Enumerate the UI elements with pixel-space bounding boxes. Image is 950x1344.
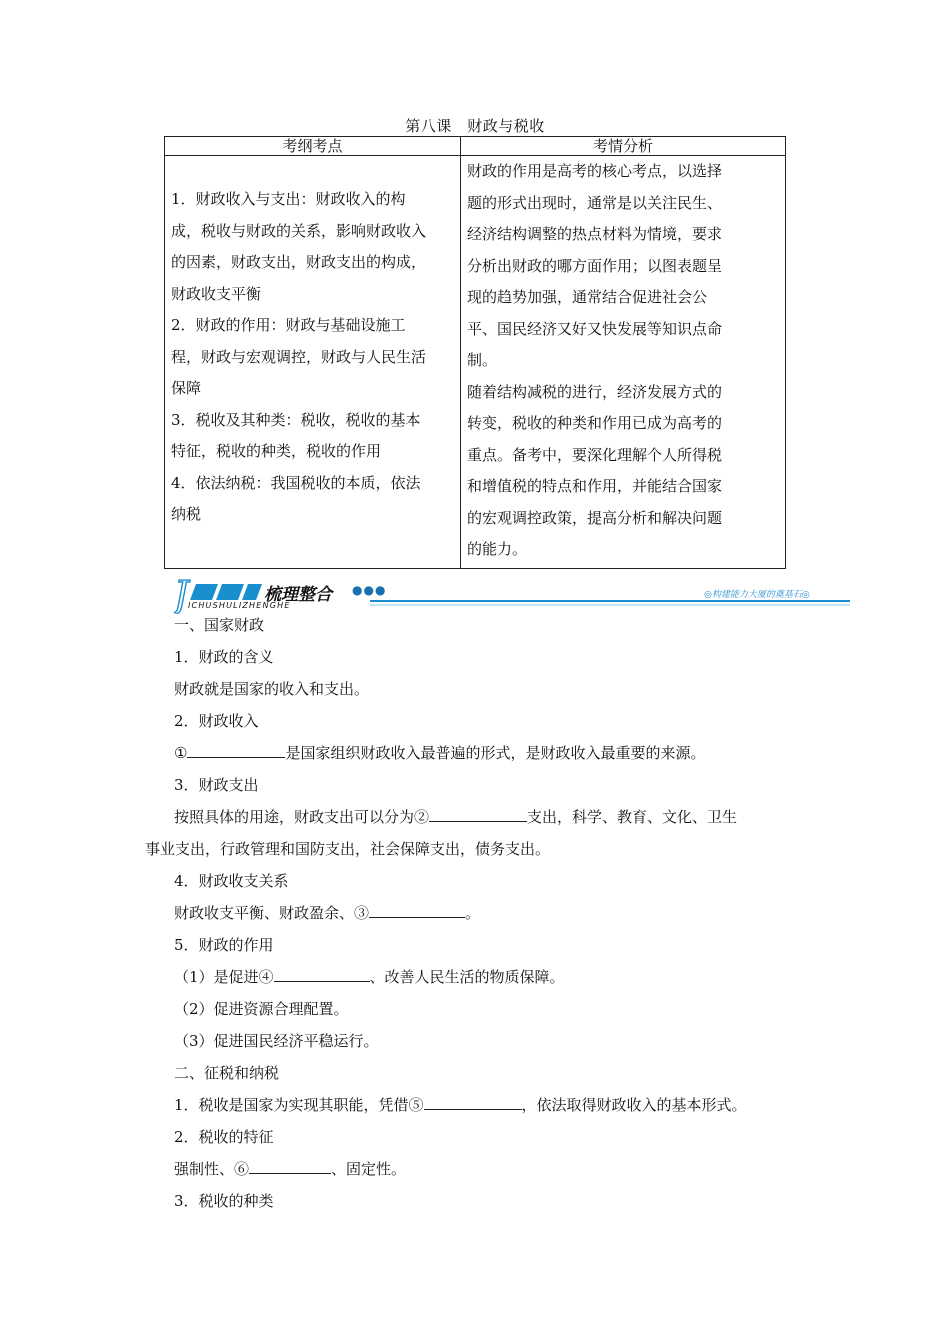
exam-point-line: 保障 <box>171 379 202 397</box>
analysis-line: 经济结构调整的热点材料为情境，要求 <box>467 225 723 243</box>
fill-blank-line <box>174 1158 406 1179</box>
fill-blank-line <box>174 966 565 987</box>
answer-blank-2[interactable] <box>429 806 527 822</box>
exam-point-line: 纳税 <box>171 505 202 523</box>
banner-block-1 <box>190 584 218 600</box>
line-text: 1．税收是国家为实现其职能，凭借⑤ <box>174 1096 424 1114</box>
analysis-line: 转变，税收的种类和作用已成为高考的 <box>467 414 723 432</box>
line-text: 支出，科学、教育、文化、卫生 <box>527 808 738 826</box>
section-heading: 二、征税和纳税 <box>174 1064 280 1082</box>
exam-point-line: 程，财政与宏观调控，财政与人民生活 <box>171 347 427 366</box>
analysis-line: 分析出财政的哪方面作用；以图表题呈 <box>467 256 723 275</box>
exam-point-line: 的因素，财政支出，财政支出的构成， <box>171 253 427 271</box>
section-heading: 一、国家财政 <box>174 616 265 634</box>
answer-blank-1[interactable] <box>187 742 285 758</box>
blank-marker: ① <box>174 744 188 762</box>
exam-point-line: 特征，税收的种类，税收的作用 <box>171 442 382 460</box>
line-text: 是国家组织财政收入最普遍的形式，是财政收入最重要的来源。 <box>285 744 706 762</box>
fill-blank-line <box>174 902 480 923</box>
line-text: 。 <box>465 904 481 922</box>
line-text: 强制性、⑥ <box>174 1160 250 1178</box>
fill-blank-line <box>174 742 705 763</box>
paragraph: 事业支出，行政管理和国防支出，社会保障支出，债务支出。 <box>145 840 551 858</box>
subheading: 2．税收的特征 <box>174 1128 274 1146</box>
banner-tagline: ◎构建能力大厦的奠基石◎ <box>704 590 810 600</box>
exam-point-line: 4．依法纳税：我国税收的本质，依法 <box>171 473 421 492</box>
exam-points-cell <box>165 156 461 569</box>
header-exam-analysis: 考情分析 <box>461 137 786 156</box>
banner-title: 梳理整合 <box>264 585 332 605</box>
banner-dots: ●●● <box>352 583 387 597</box>
banner-letter-j: J <box>174 575 189 614</box>
banner-block-3 <box>242 584 262 600</box>
line-text: 按照具体的用途，财政支出可以分为② <box>174 808 430 826</box>
list-item: （2）促进资源合理配置。 <box>174 1000 349 1018</box>
subheading: 1．财政的含义 <box>174 648 274 666</box>
answer-blank-4[interactable] <box>274 966 370 982</box>
banner-pinyin: ICHUSHULIZHENGHE <box>188 601 291 610</box>
section-banner <box>174 574 850 614</box>
answer-blank-5[interactable] <box>424 1094 522 1110</box>
analysis-line: 的宏观调控政策，提高分析和解决问题 <box>467 508 723 527</box>
analysis-line: 重点。备考中，要深化理解个人所得税 <box>467 445 723 464</box>
analysis-line: 随着结构减税的进行，经济发展方式的 <box>467 382 723 401</box>
subheading: 4．财政收支关系 <box>174 872 289 890</box>
subheading: 5．财政的作用 <box>174 936 274 954</box>
line-text: （1）是促进④ <box>174 968 274 986</box>
fill-blank-line <box>174 806 737 827</box>
analysis-line: 和增值税的特点和作用，并能结合国家 <box>467 477 723 495</box>
banner-block-2 <box>216 584 244 600</box>
answer-blank-3[interactable] <box>369 902 465 918</box>
header-exam-points: 考纲考点 <box>165 137 461 156</box>
fill-blank-line <box>174 1094 747 1115</box>
answer-blank-6[interactable] <box>249 1158 331 1174</box>
analysis-line: 现的趋势加强，通常结合促进社会公 <box>467 288 708 306</box>
exam-point-line: 2．财政的作用：财政与基础设施工 <box>171 316 406 334</box>
line-text: 、改善人民生活的物质保障。 <box>369 968 565 986</box>
exam-point-line: 成，税收与财政的关系，影响财政收入 <box>171 221 427 240</box>
paragraph: 财政就是国家的收入和支出。 <box>174 680 370 698</box>
line-text: 、固定性。 <box>331 1160 407 1178</box>
subheading: 3．财政支出 <box>174 776 259 794</box>
list-item: （3）促进国民经济平稳运行。 <box>174 1032 379 1050</box>
analysis-line: 财政的作用是高考的核心考点，以选择 <box>467 162 723 180</box>
exam-point-line: 3．税收及其种类：税收，税收的基本 <box>171 410 421 429</box>
analysis-line: 的能力。 <box>467 540 528 558</box>
page-title: 第八课 财政与税收 <box>405 117 545 135</box>
exam-analysis-cell <box>461 156 786 569</box>
exam-point-line: 财政收支平衡 <box>171 284 262 303</box>
analysis-line: 题的形式出现时，通常是以关注民生、 <box>467 193 723 212</box>
line-text: 财政收支平衡、财政盈余、③ <box>174 904 370 922</box>
analysis-line: 平、国民经济又好又快发展等知识点命 <box>467 319 723 338</box>
subheading: 3．税收的种类 <box>174 1192 274 1210</box>
analysis-line: 制。 <box>467 351 498 369</box>
exam-outline-table <box>164 136 786 569</box>
line-text: ，依法取得财政收入的基本形式。 <box>521 1096 747 1114</box>
exam-point-line: 1．财政收入与支出：财政收入的构 <box>171 190 406 208</box>
subheading: 2．财政收入 <box>174 712 259 730</box>
